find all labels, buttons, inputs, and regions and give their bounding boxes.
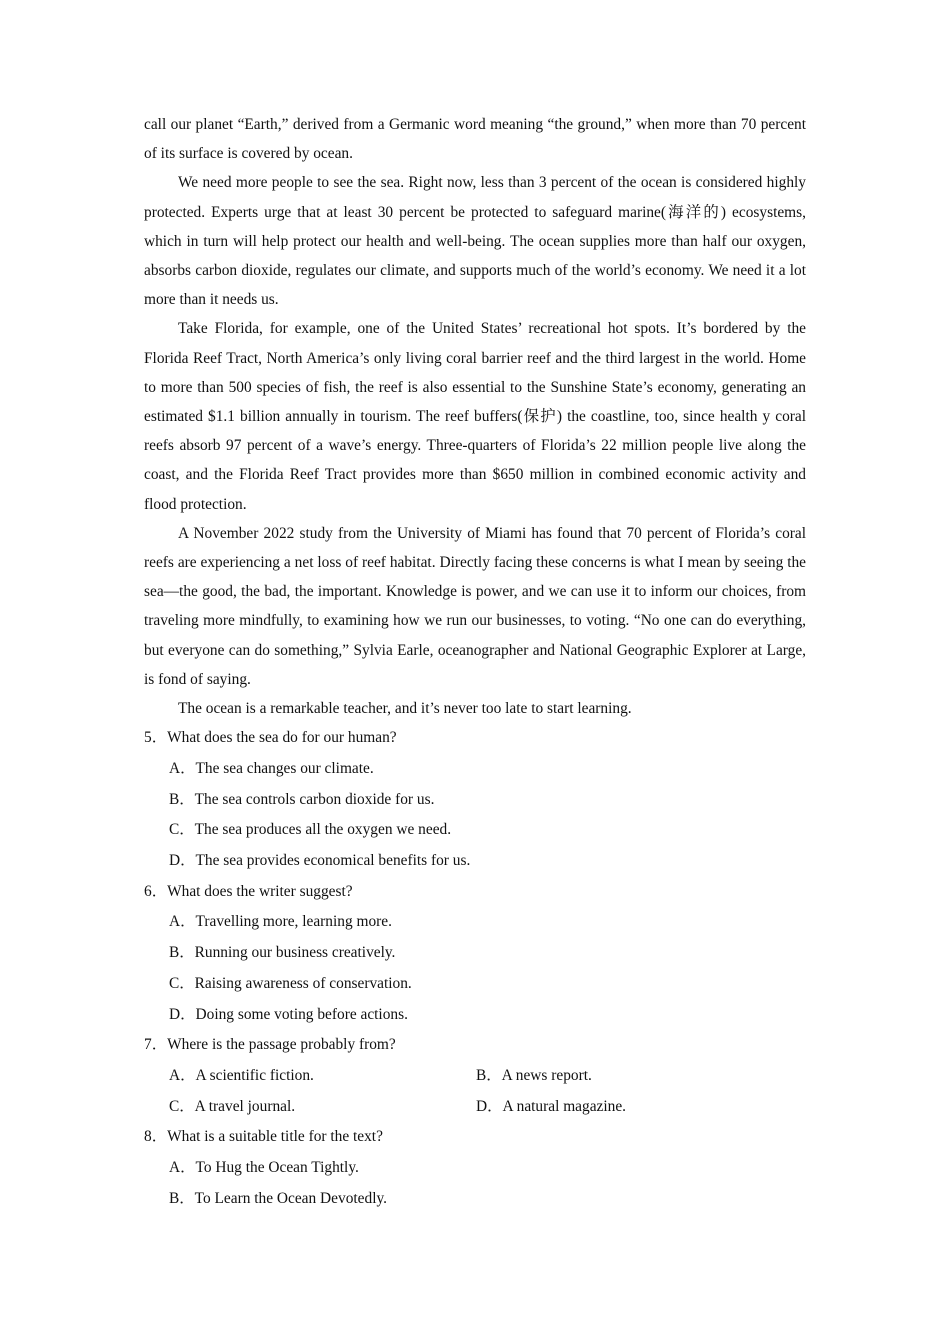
- question-8: [144, 1122, 806, 1153]
- question-7-option-c: C．A travel journal.: [169, 1097, 296, 1115]
- question-6-option-b: B．Running our business creatively.: [169, 944, 396, 962]
- question-5-option-c: C．The sea produces all the oxygen we need.: [169, 821, 452, 839]
- question-6-option-a: A．Travelling more, learning more.: [169, 913, 392, 931]
- question-number: 7．: [144, 1036, 168, 1054]
- passage-paragraph-1: call our planet “Earth,” derived from a Germanic word meaning “the ground,” when more than 70 percent of its surface is covered by ocean.: [144, 116, 806, 163]
- passage-paragraph-5: The ocean is a remarkable teacher, and it’s never too late to start learning.: [178, 700, 632, 718]
- passage-paragraph-2: We need more people to see the sea. Right now, less than 3 percent of the ocean is considered highly protected. Experts urge that at least 30 percent be protected to safeguard marine(海洋的) ecosystems, which in turn will help protect our health and well-being. The ocean supplies more than half our oxygen, absorbs carbon dioxide, regulates our climate, and supports much of the world’s economy. We need it a lot more than it needs us.: [144, 174, 806, 309]
- question-6-option-d: D．Doing some voting before actions.: [169, 1005, 408, 1023]
- question-5-option-a: A．The sea changes our climate.: [169, 759, 374, 777]
- question-number: 5．: [144, 729, 168, 747]
- question-stem: What does the writer suggest?: [167, 882, 353, 900]
- passage-paragraph-4: A November 2022 study from the University of Miami has found that 70 percent of Florida’s coral reefs are experiencing a net loss of reef habitat. Directly facing these concerns is what I mean by seeing the sea—the good, the bad, the important. Knowledge is power, and we can use it to inform our choices, from traveling more mindfully, to examining how we run our businesses, to voting. “No one can do everything, but everyone can do something,” Sylvia Earle, oceanographer and National Geographic Explorer at Large, is fond of saying.: [144, 524, 806, 688]
- passage-paragraph-3: Take Florida, for example, one of the United States’ recreational hot spots. It’s bordered by the Florida Reef Tract, North America’s only living coral barrier reef and the third largest in the world. Home to more than 500 species of fish, the reef is also essential to the Sunshine State’s economy, generating an estimated $1.1 billion annually in tourism. The reef buffers(保护) the coastline, too, since health y coral reefs absorb 97 percent of a wave’s energy. Three-quarters of Florida’s 22 million people live along the coast, and the Florida Reef Tract provides more than $650 million in combined economic activity and flood protection.: [144, 320, 806, 513]
- question-stem: Where is the passage probably from?: [167, 1036, 396, 1054]
- question-8-option-b: B．To Learn the Ocean Devotedly.: [169, 1189, 388, 1207]
- question-7-option-a: A．A scientific fiction.: [169, 1067, 314, 1084]
- question-stem: What does the sea do for our human?: [167, 729, 397, 747]
- question-8-option-a: A．To Hug the Ocean Tightly.: [169, 1159, 359, 1177]
- question-5-option-d: D．The sea provides economical benefits for us.: [169, 852, 471, 870]
- question-stem: What is a suitable title for the text?: [167, 1128, 383, 1146]
- question-number: 6．: [144, 882, 168, 900]
- question-6-option-c: C．Raising awareness of conservation.: [169, 974, 412, 992]
- question-7-options-row-1: [169, 1061, 806, 1092]
- question-7-option-b: B．A news report.: [476, 1067, 592, 1084]
- question-7: [144, 1030, 806, 1061]
- question-6: [144, 877, 806, 908]
- question-5: [144, 723, 806, 754]
- exam-page: [144, 110, 806, 1215]
- question-7-option-d: D．A natural magazine.: [476, 1097, 627, 1115]
- question-number: 8．: [144, 1128, 168, 1146]
- question-7-options-row-2: [169, 1092, 806, 1123]
- question-5-option-b: B．The sea controls carbon dioxide for us.: [169, 790, 435, 808]
